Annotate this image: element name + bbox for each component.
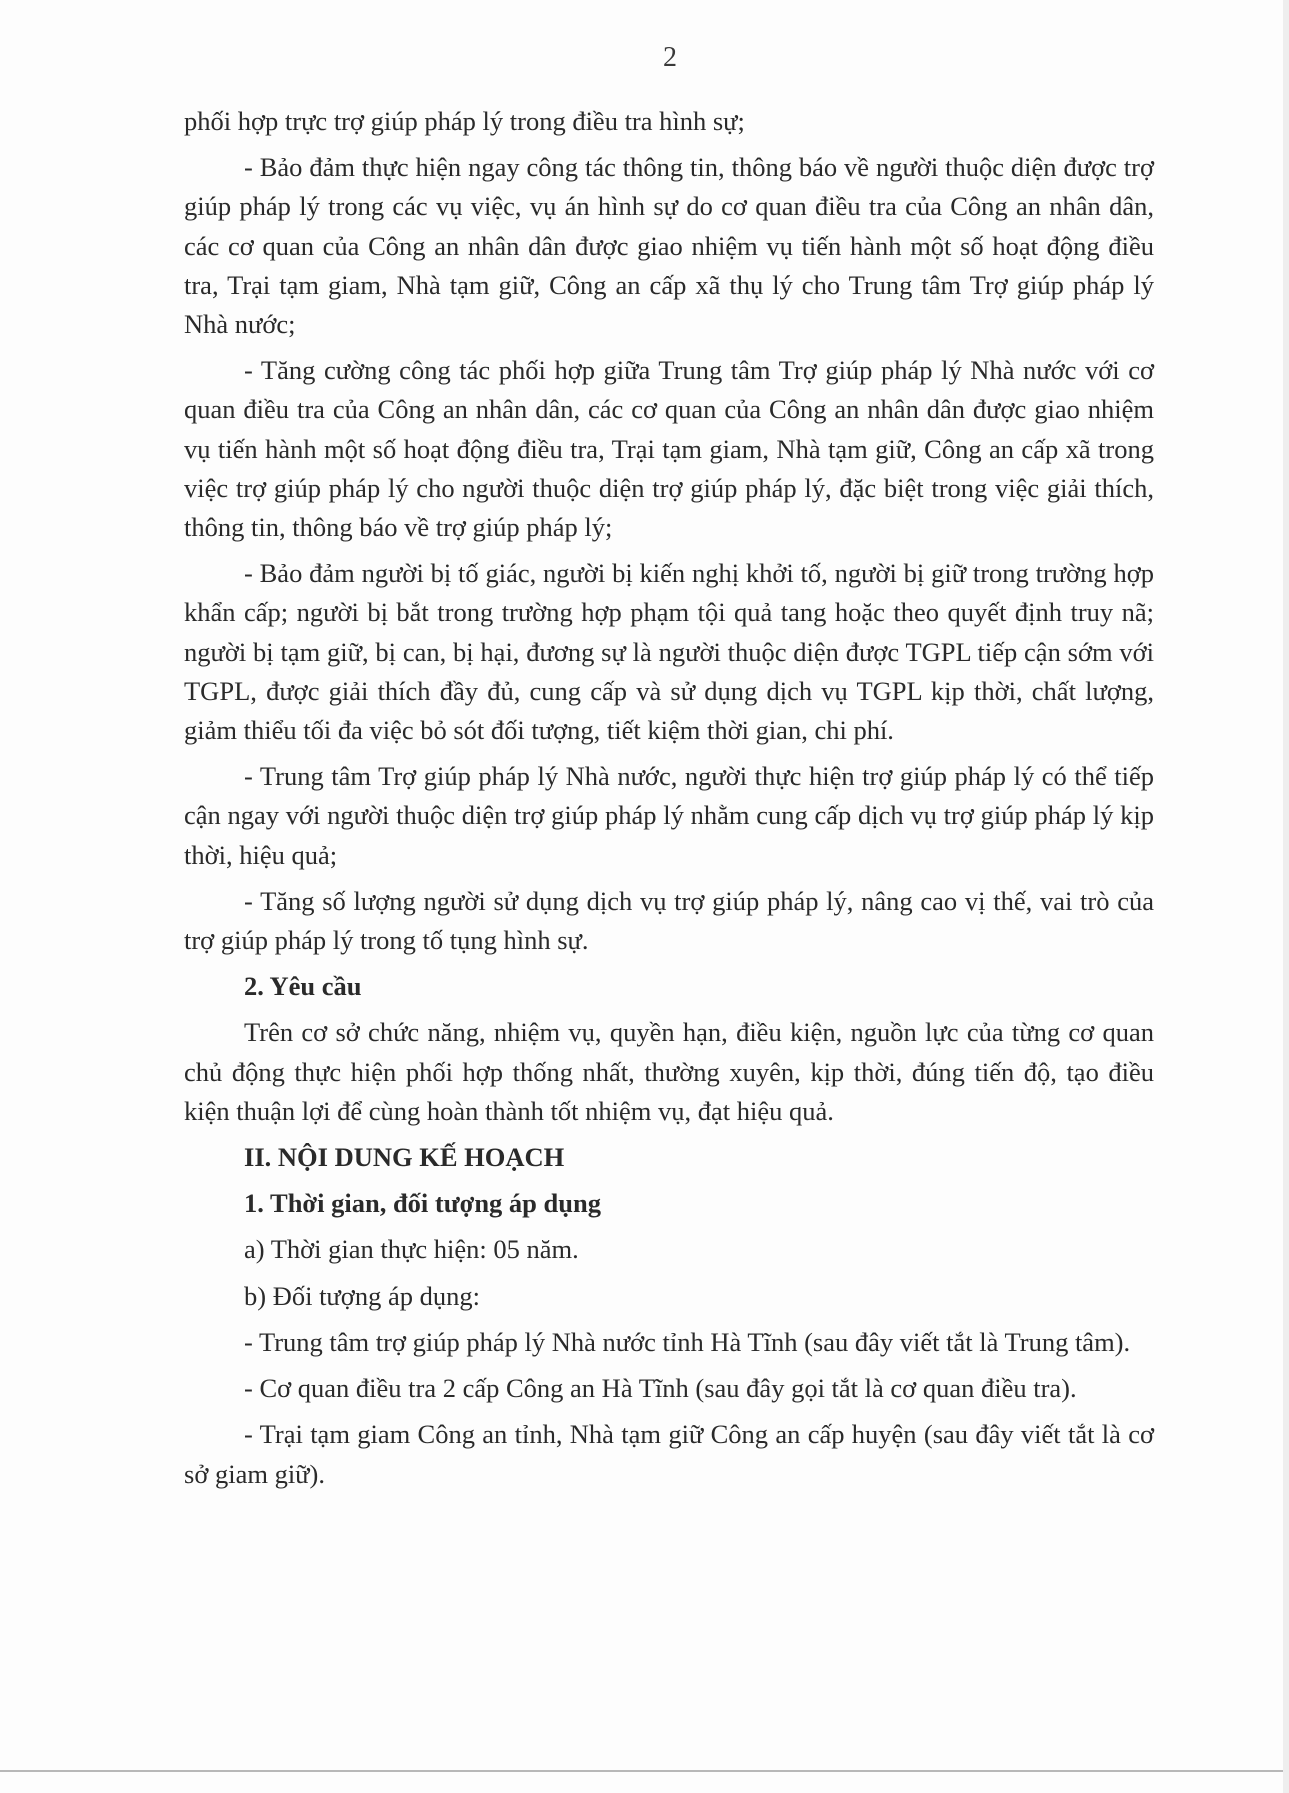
paragraph-bullet: - Trung tâm Trợ giúp pháp lý Nhà nước, người thực hiện trợ giúp pháp lý có thể tiếp cận ngay với người thuộc diện trợ giúp pháp lý nhằm cung cấp dịch vụ trợ giúp pháp lý kịp thời, hiệu quả; bbox=[184, 761, 1154, 870]
section-heading: 1. Thời gian, đối tượng áp dụng bbox=[244, 1188, 602, 1219]
page-number: 2 bbox=[663, 42, 677, 73]
page-bottom-edge bbox=[0, 1770, 1289, 1772]
paragraph-bullet: - Tăng cường công tác phối hợp giữa Trung tâm Trợ giúp pháp lý Nhà nước với cơ quan điều tra của Công an nhân dân, các cơ quan của Công an nhân dân được giao nhiệm vụ tiến hành một số hoạt động điều tra, Trại tạm giam, Nhà tạm giữ, Công an cấp xã trong việc trợ giúp pháp lý cho người thuộc diện trợ giúp pháp lý, đặc biệt trong việc giải thích, thông tin, thông báo về trợ giúp pháp lý; bbox=[184, 355, 1154, 543]
document-body bbox=[184, 102, 1154, 1501]
paragraph-bullet: - Trung tâm trợ giúp pháp lý Nhà nước tỉnh Hà Tĩnh (sau đây viết tắt là Trung tâm). bbox=[244, 1326, 1131, 1357]
paragraph-bullet: - Cơ quan điều tra 2 cấp Công an Hà Tĩnh (sau đây gọi tắt là cơ quan điều tra). bbox=[244, 1373, 1077, 1404]
paragraph-bullet: - Tăng số lượng người sử dụng dịch vụ trợ giúp pháp lý, nâng cao vị thế, vai trò của trợ giúp pháp lý trong tố tụng hình sự. bbox=[184, 885, 1154, 956]
paragraph-bullet: - Bảo đảm thực hiện ngay công tác thông tin, thông báo về người thuộc diện được trợ giúp pháp lý trong các vụ việc, vụ án hình sự do cơ quan điều tra của Công an nhân dân, các cơ quan của Công an nhân dân được giao nhiệm vụ tiến hành một số hoạt động điều tra, Trại tạm giam, Nhà tạm giữ, Công an cấp xã thụ lý cho Trung tâm Trợ giúp pháp lý Nhà nước; bbox=[184, 152, 1154, 340]
paragraph-bullet: - Trại tạm giam Công an tỉnh, Nhà tạm giữ Công an cấp huyện (sau đây viết tắt là cơ sở giam giữ). bbox=[184, 1419, 1154, 1489]
section-heading: II. NỘI DUNG KẾ HOẠCH bbox=[244, 1142, 565, 1173]
paragraph-continuation: phối hợp trực trợ giúp pháp lý trong điều tra hình sự; bbox=[184, 106, 745, 136]
paragraph-bullet: - Bảo đảm người bị tố giác, người bị kiến nghị khởi tố, người bị giữ trong trường hợp khẩn cấp; người bị bắt trong trường hợp phạm tội quả tang hoặc theo quyết định truy nã; người bị tạm giữ, bị can, bị hại, đương sự là người thuộc diện được TGPL tiếp cận sớm với TGPL, được giải thích đầy đủ, cung cấp và sử dụng dịch vụ TGPL kịp thời, chất lượng, giảm thiểu tối đa việc bỏ sót đối tượng, tiết kiệm thời gian, chi phí. bbox=[184, 558, 1154, 746]
paragraph: Trên cơ sở chức năng, nhiệm vụ, quyền hạn, điều kiện, nguồn lực của từng cơ quan chủ động thực hiện phối hợp thống nhất, thường xuyên, kịp thời, đúng tiến độ, tạo điều kiện thuận lợi để cùng hoàn thành tốt nhiệm vụ, đạt hiệu quả. bbox=[184, 1017, 1154, 1126]
page-right-edge bbox=[1283, 0, 1289, 1793]
paragraph: a) Thời gian thực hiện: 05 năm. bbox=[244, 1234, 579, 1265]
paragraph: b) Đối tượng áp dụng: bbox=[244, 1280, 480, 1311]
section-heading: 2. Yêu cầu bbox=[244, 971, 362, 1002]
